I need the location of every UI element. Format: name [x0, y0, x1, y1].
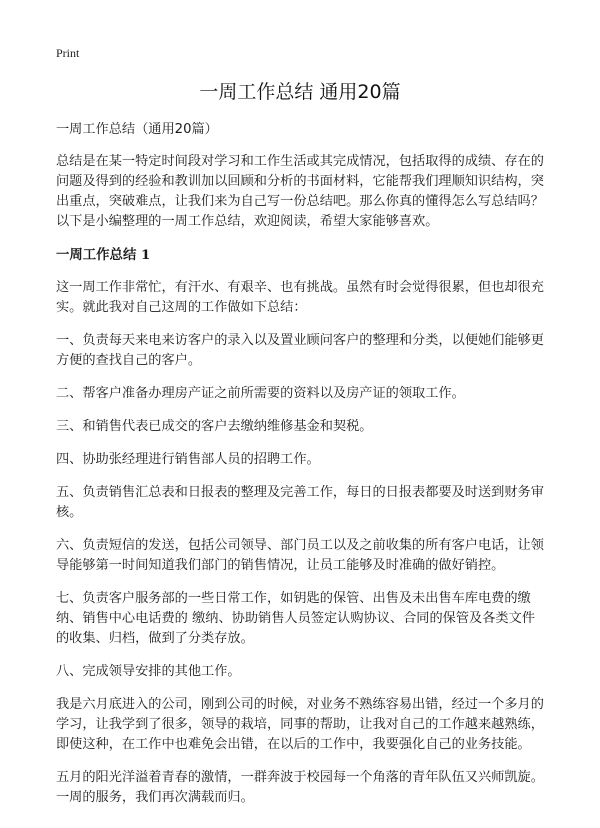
body-paragraph: 二、帮客户准备办理房产证之前所需要的资料以及房产证的领取工作。	[56, 386, 465, 401]
document-title: 一周工作总结 通用20篇	[199, 81, 401, 103]
body-paragraph: 五、负责销售汇总表和日报表的整理及完善工作，每日的日报表都要及时送到财务审核。	[56, 485, 544, 520]
body-paragraph: 一、负责每天来电来访客户的录入以及置业顾问客户的整理和分类，以便她们能够更方便的查找自己的客户。	[56, 333, 544, 368]
body-paragraph: 八、完成领导安排的其他工作。	[56, 664, 241, 679]
intro-paragraph: 总结是在某一特定时间段对学习和工作生活或其完成情况，包括取得的成绩、存在的问题及得到的经验和教训加以回顾和分析的书面材料，它能帮我们理顺知识结构，突出重点，突破难点，让我们来为自己写一份总结吧。那么你真的懂得怎么写总结吗？以下是小编整理的一周工作总结，欢迎阅读，希望大家能够喜欢。	[56, 154, 544, 229]
section-heading: 一周工作总结 1	[56, 247, 151, 263]
body-paragraph: 三、和销售代表已成交的客户去缴纳维修基金和契税。	[56, 419, 373, 434]
document-subtitle: 一周工作总结（通用20篇）	[56, 122, 218, 137]
body-paragraph: 七、负责客户服务部的一些日常工作，如钥匙的保管、出售及未出售车库电费的缴纳、销售中心电话费的 缴纳、协助销售人员签定认购协议、合同的保管及各类文件的收集、归档，做到了分类存放。	[56, 591, 535, 646]
body-paragraph: 我是六月底进入的公司，刚到公司的时候，对业务不熟练容易出错，经过一个多月的学习，让我学到了很多，领导的栽培，同事的帮助，让我对自己的工作越来越熟练，即使这种，在工作中也难免会出错，在以后的工作中，我要强化自己的业务技能。	[56, 697, 544, 752]
body-paragraph: 六、负责短信的发送，包括公司领导、部门员工以及之前收集的所有客户电话，让领导能够第一时间知道我们部门的销售情况，让员工能够及时准确的做好销控。	[56, 538, 544, 573]
document-body	[56, 120, 548, 821]
print-link[interactable]: Print	[56, 46, 80, 60]
body-paragraph: 五月的阳光洋溢着青春的激情，一群奔波于校园每一个角落的青年队伍又兴师凯旋。一周的服务，我们再次满载而归。	[56, 770, 544, 805]
body-paragraph: 这一周工作非常忙，有汗水、有艰辛、也有挑战。虽然有时会觉得很累，但也却很充实。就此我对自己这周的工作做如下总结：	[56, 280, 544, 315]
body-paragraph: 四、协助张经理进行销售部人员的招聘工作。	[56, 452, 320, 467]
